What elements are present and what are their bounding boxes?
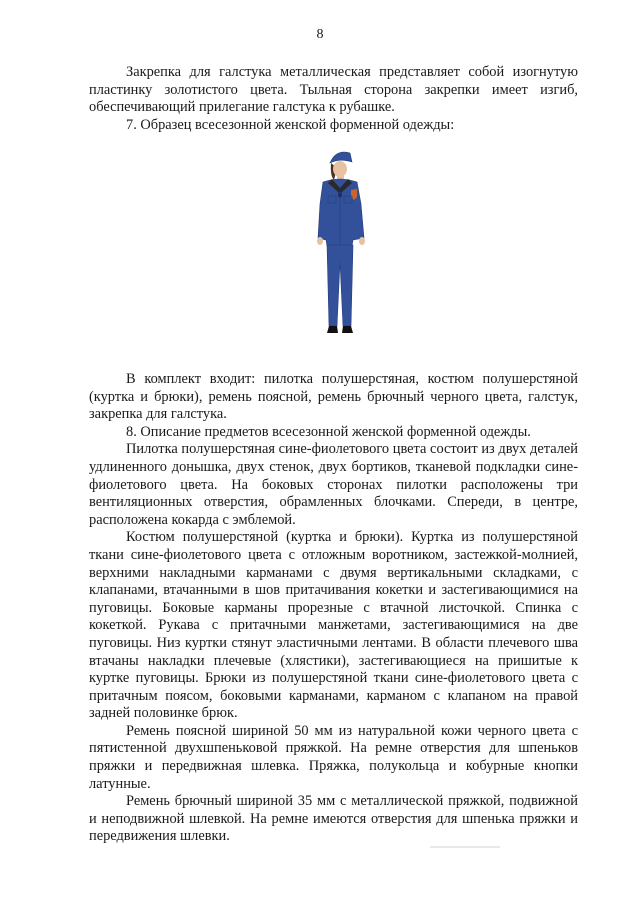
paragraph-suit: Костюм полушерстяной (куртка и брюки). Куртка из полушерстяной ткани сине-фиолетового цвета с отложным воротником, застежкой-молнией, верхними накладными карманами с двумя вертикальными складками, с клапанами, втачанными в шов притачивания кокетки и застегивающимися на пуговицы. Боковые карманы прорезные с втачной листочкой. Спинка с кокеткой. Рукава с притачными манжетами, застегивающимися на две пуговицы. Низ куртки стянут эластичными лентами. В области плечевого шва втачаны накладки плечевые (хлястики), застегивающиеся на пришитые к куртке пуговицы. Брюки из полушерстяной ткани сине-фиолетового цвета с притачным поясом, боковыми карманами, карманом с клапаном на правой задней половинке брюк.: [89, 529, 578, 722]
paragraph-uniform-sample-heading: 7. Образец всесезонной женской форменной одежды:: [126, 116, 455, 133]
right-shoe-shape: [342, 326, 353, 333]
paragraph-cap: Пилотка полушерстяная сине-фиолетового цвета состоит из двух деталей удлиненного донышка, двух стенок, двух бортиков, тканевой подкладки сине-фиолетового цвета. На боковых сторонах пилотки расположены три вентиляционных отверстия, обрамленных блочками. Спереди, в центре, расположена кокарда с эмблемой.: [89, 441, 578, 528]
left-shoe-shape: [327, 326, 338, 333]
trousers-shape: [327, 245, 353, 326]
paragraph-trouser-belt: Ремень брючный шириной 35 мм с металлической пряжкой, подвижной и неподвижной шлевкой. На ремне имеются отверстия для шпенька пряжки и передвижения шлевки.: [89, 793, 578, 845]
paragraph-tie-clip: Закрепка для галстука металлическая представляет собой изогнутую пластинку золотистого цвета. Тыльная сторона закрепки имеет изгиб, обеспечивающий прилегание галстука к рубашке.: [89, 64, 578, 116]
paragraph-kit-contents: В комплект входит: пилотка полушерстяная, костюм полушерстяной (куртка и брюки), ремень поясной, ремень брючный черного цвета, галстук, закрепка для галстука.: [89, 371, 578, 423]
text-block-top: [89, 64, 578, 134]
face-shape: [333, 161, 347, 177]
page-number: 8: [316, 27, 324, 42]
paragraph-description-heading: 8. Описание предметов всесезонной женской форменной одежды.: [126, 423, 531, 440]
scan-mark: [430, 846, 500, 848]
uniform-figure-illustration: [306, 146, 376, 338]
paragraph-waist-belt: Ремень поясной шириной 50 мм из натуральной кожи черного цвета с пятистенной двухшпеньковой пряжкой. На ремне отверстия для шпеньков пряжки и передвижная шлевка. Пряжка, полукольца и кобурные кнопки латунные.: [89, 722, 578, 792]
text-block-bottom: [89, 371, 578, 846]
